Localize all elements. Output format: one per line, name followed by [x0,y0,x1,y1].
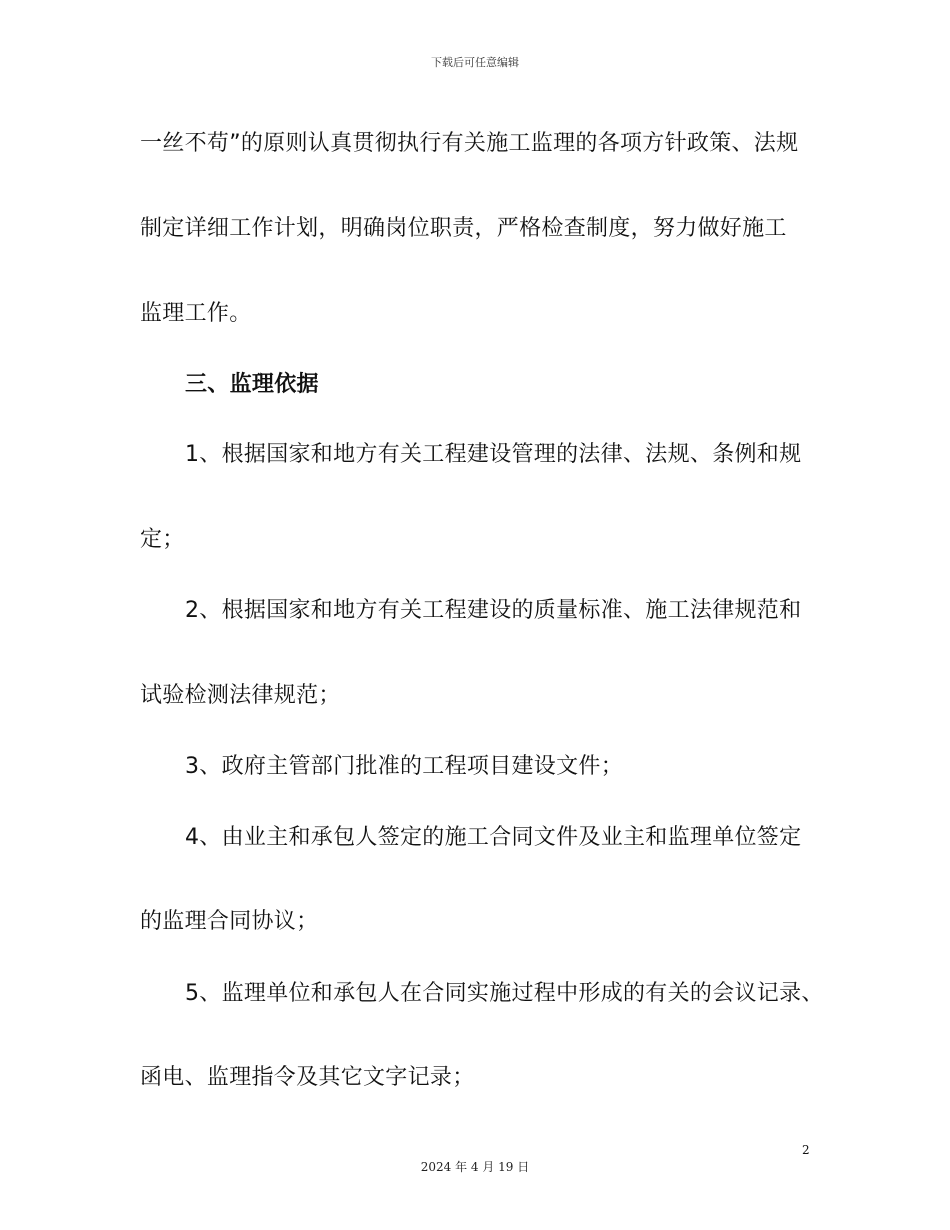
page-number: 2 [802,1143,810,1157]
paragraph-line: 2、根据国家和地方有关工程建设的质量标准、施工法律规范和 [185,598,802,623]
paragraph-line: 一丝不苟”的原则认真贯彻执行有关施工监理的各项方针政策、法规 [140,131,799,156]
paragraph-line: 试验检测法律规范； [140,683,341,708]
paragraph-line: 定； [140,527,185,552]
paragraph-line: 4、由业主和承包人签定的施工合同文件及业主和监理单位签定 [185,825,802,850]
page-footer-date: 2024 年 4 月 19 日 [420,1160,530,1174]
section-heading: 三、监理依据 [185,372,319,397]
paragraph-line: 1、根据国家和地方有关工程建设管理的法律、法规、条例和规 [185,442,802,467]
paragraph-line: 的监理合同协议； [140,909,319,934]
paragraph-line: 函电、监理指令及其它文字记录； [140,1065,475,1090]
page-header: 下载后可任意编辑 [431,56,519,69]
paragraph-line: 5、监理单位和承包人在合同实施过程中形成的有关的会议记录、 [185,981,824,1006]
paragraph-line: 3、政府主管部门批准的工程项目建设文件； [185,754,623,779]
paragraph-line: 监理工作。 [140,301,252,326]
paragraph-line: 制定详细工作计划，明确岗位职责，严格检查制度，努力做好施工 [140,216,787,241]
